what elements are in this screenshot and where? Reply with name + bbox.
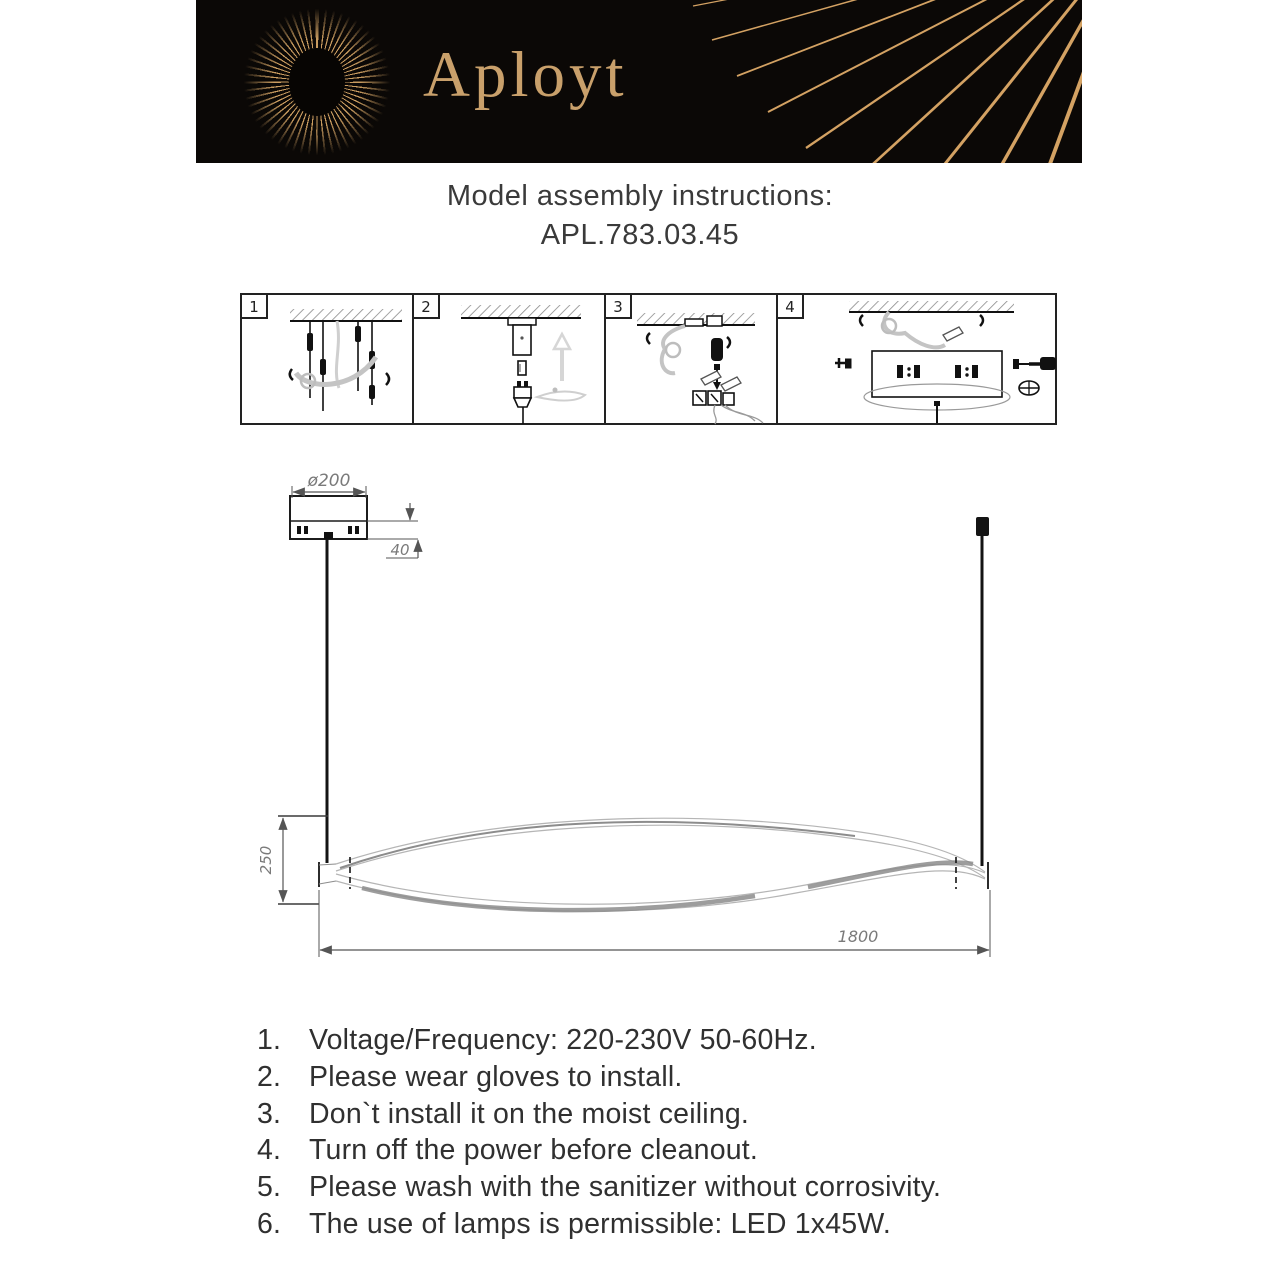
list-item <box>257 1022 1077 1059</box>
assembly-steps-strip <box>240 293 1057 425</box>
title-block <box>0 177 1280 255</box>
instruction-list <box>257 1022 1077 1243</box>
list-item <box>257 1169 1077 1206</box>
list-item <box>257 1206 1077 1243</box>
dim-diameter-label: ø200 <box>307 471 351 491</box>
decorative-rays <box>196 0 1082 163</box>
item-text: Turn off the power before cleanout. <box>309 1134 759 1167</box>
page-title: Model assembly instructions: <box>446 180 834 212</box>
item-text: Don`t install it on the moist ceiling. <box>309 1097 750 1130</box>
right-rod-connector <box>976 517 989 536</box>
item-number: 1. <box>257 1024 282 1056</box>
item-text: Voltage/Frequency: 220-230V 50-60Hz. <box>309 1024 817 1056</box>
step-1-number: 1 <box>249 298 259 316</box>
item-text: Please wear gloves to install. <box>309 1060 683 1093</box>
item-number: 2. <box>257 1060 282 1093</box>
list-item <box>257 1096 1077 1133</box>
dimension-drawing <box>240 460 1060 980</box>
dim-lamp-height-label: 250 <box>257 845 275 875</box>
step-2-number: 2 <box>421 298 431 316</box>
item-number: 6. <box>257 1207 282 1240</box>
lamp-body <box>319 818 988 911</box>
list-item <box>257 1059 1077 1096</box>
dim-canopy-height-label: 40 <box>390 541 410 559</box>
step-4-number: 4 <box>785 298 795 316</box>
item-number: 4. <box>257 1134 282 1167</box>
dim-lamp-length-label: 1800 <box>837 927 879 946</box>
brand-banner <box>196 0 1082 163</box>
canopy-detail <box>290 496 367 539</box>
item-number: 3. <box>257 1097 282 1130</box>
list-item <box>257 1132 1077 1169</box>
model-number: APL.783.03.45 <box>540 219 740 251</box>
item-text: Please wash with the sanitizer without corrosivity. <box>309 1171 942 1204</box>
dim-canopy-height <box>367 503 418 559</box>
brand-name: Aployt <box>423 39 628 111</box>
item-number: 5. <box>257 1171 282 1204</box>
dim-lamp-height <box>257 816 328 904</box>
dim-diameter <box>292 471 366 498</box>
step-3-number: 3 <box>613 298 623 316</box>
item-text: The use of lamps is permissible: LED 1x45W. <box>309 1207 891 1240</box>
